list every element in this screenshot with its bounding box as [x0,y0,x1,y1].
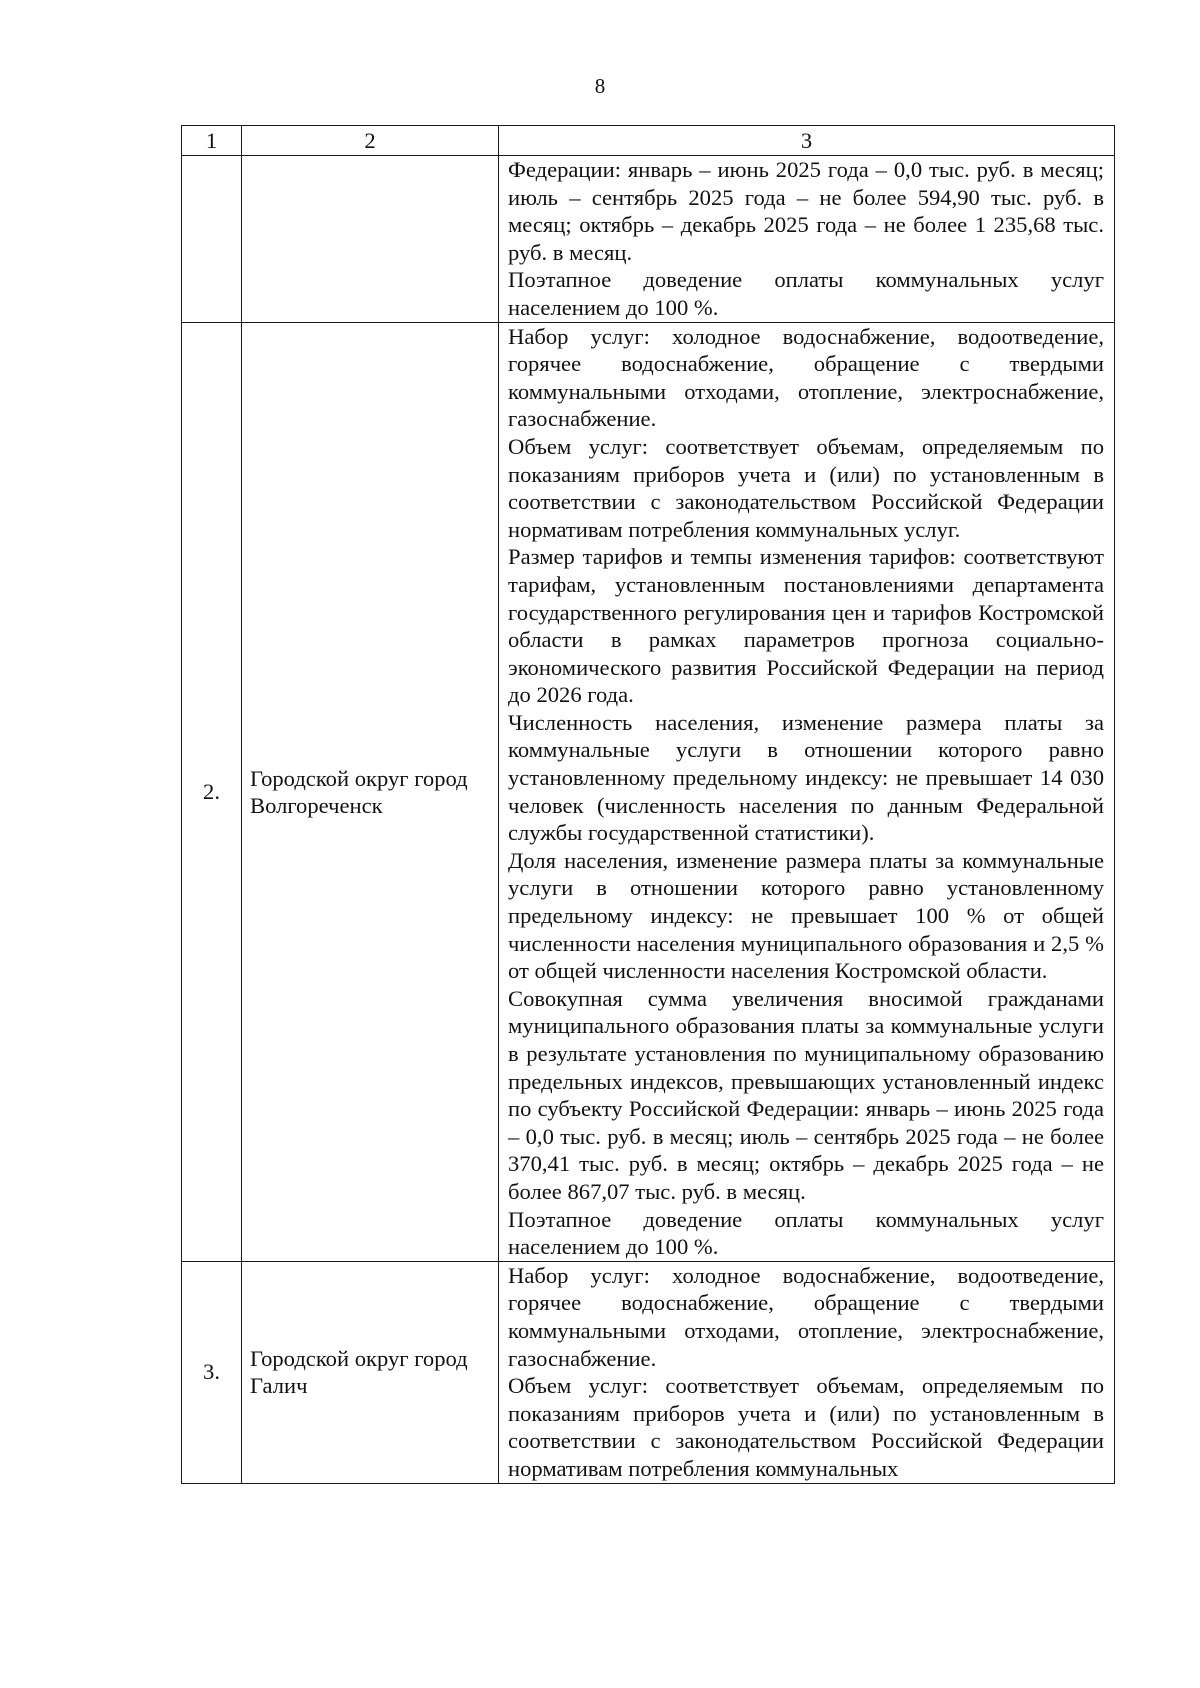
description-cell [499,1261,1115,1483]
description-paragraph: Доля населения, изменение размера платы за коммунальные услуги в отношении которого равно установленному предельному индексу: не превышает 100 % от общей численности населения муниципального образования и 2,5 % от общей численности населения Костромской области. [508,847,1104,984]
municipality-name [242,156,499,323]
description-paragraph: Поэтапное доведение оплаты коммунальных услуг населением до 100 %. [508,267,1104,320]
row-number: 2. [182,322,242,1261]
header-col-3: 3 [499,126,1115,156]
table-row-continuation [182,156,1115,323]
table-header-row [182,126,1115,156]
municipality-name: Городской округ город Галич [242,1261,499,1483]
municipality-name: Городской округ город Волгореченск [242,322,499,1261]
description-paragraph: Размер тарифов и темпы изменения тарифов: соответствуют тарифам, установленным постановлениями департамента государственного регулирования цен и тарифов Костромской области в рамках параметров прогноза социально-экономического развития Российской Федерации на период до 2026 года. [508,544,1104,708]
description-paragraph: Набор услуг: холодное водоснабжение, водоотведение, горячее водоснабжение, обращение с твердыми коммунальными отходами, отопление, электроснабжение, газоснабжение. [508,323,1104,432]
description-paragraph: Объем услуг: соответствует объемам, определяемым по показаниям приборов учета и (или) по установленным в соответствии с законодательством Российской Федерации нормативам потребления коммунальных [508,1373,1104,1481]
page-number: 8 [594,74,606,98]
row-number [182,156,242,323]
description-cell [499,322,1115,1261]
header-col-2: 2 [242,126,499,156]
table-row [182,1261,1115,1483]
table-row [182,322,1115,1261]
row-number: 3. [182,1261,242,1483]
municipal-tariff-table [181,125,1115,1484]
description-paragraph: Набор услуг: холодное водоснабжение, водоотведение, горячее водоснабжение, обращение с твердыми коммунальными отходами, отопление, электроснабжение, газоснабжение. [508,1262,1104,1371]
description-cell [499,156,1115,323]
header-col-1: 1 [182,126,242,156]
description-paragraph: Поэтапное доведение оплаты коммунальных услуг населением до 100 %. [508,1206,1104,1260]
description-paragraph: Федерации: январь – июнь 2025 года – 0,0 тыс. руб. в месяц; июль – сентябрь 2025 года – не более 594,90 тыс. руб. в месяц; октябрь – декабрь 2025 года – не более 1 235,68 тыс. руб. в месяц. [508,157,1104,265]
description-paragraph: Совокупная сумма увеличения вносимой гражданами муниципального образования платы за коммунальные услуги в результате установления по муниципальному образованию предельных индексов, превышающих установленный индекс по субъекту Российской Федерации: январь – июнь 2025 года – 0,0 тыс. руб. в месяц; июль – сентябрь 2025 года – не более 370,41 тыс. руб. в месяц; октябрь – декабрь 2025 года – не более 867,07 тыс. руб. в месяц. [508,985,1104,1204]
description-paragraph: Численность населения, изменение размера платы за коммунальные услуги в отношении которого равно установленному предельному индексу: не превышает 14 030 человек (численность населения по данным Федеральной службы государственной статистики). [508,709,1104,846]
description-paragraph: Объем услуг: соответствует объемам, определяемым по показаниям приборов учета и (или) по установленным в соответствии с законодательством Российской Федерации нормативам потребления коммунальных услуг. [508,433,1104,542]
